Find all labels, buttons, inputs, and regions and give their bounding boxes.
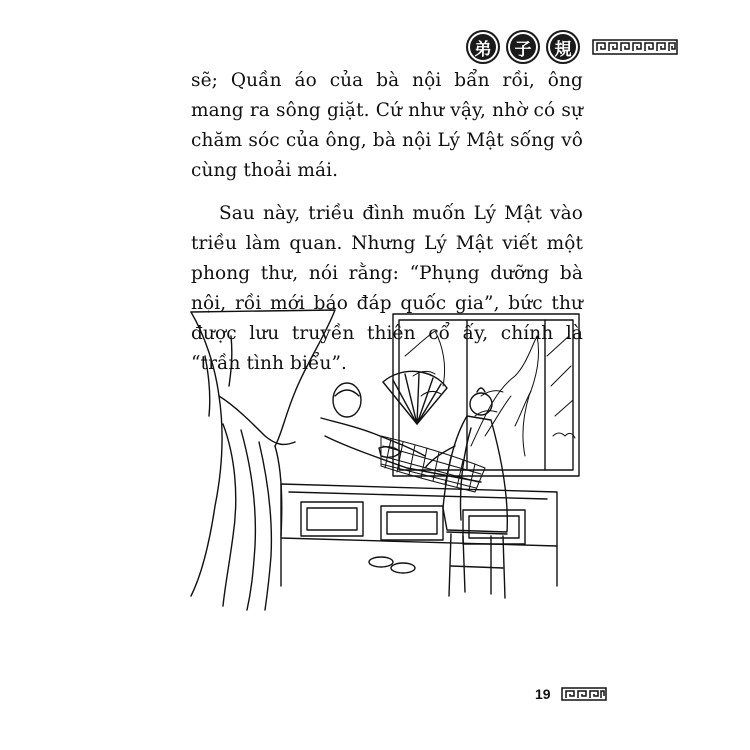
seal-character [546,30,580,64]
paragraph: Sau này, triều đình muốn Lý Mật vào triều làm quan. Nhưng Lý Mật viết một phong thư, nói rằng: “Phụng dưỡng bà nội, rồi mới báo đáp quốc gia”, bức thư được lưu truyền thiên cổ ấy, chính là “trần tình biểu”. [191,203,583,374]
seal-character [466,30,500,64]
fret-pattern-icon [561,687,607,701]
stool [447,532,507,598]
ink-illustration [185,296,585,616]
seal-character [506,30,540,64]
curtain [191,310,335,610]
seal-text: 弟 [474,39,492,60]
seal-text: 子 [514,39,532,60]
seal-text: 規 [554,39,572,60]
page-number: 19 [535,686,551,702]
paragraph: sẽ; Quần áo của bà nội bẩn rồi, ông mang ra sông giặt. Cứ như vậy, nhờ có sự chăm sóc của ông, bà nội Lý Mật sống vô cùng thoải mái. [191,70,583,181]
page-footer [535,686,607,702]
landscape-scroll [405,331,575,456]
fret-pattern-icon [592,38,678,56]
window-frame [393,314,579,476]
page-header [466,28,678,66]
slippers [369,557,415,573]
bed [281,484,557,586]
